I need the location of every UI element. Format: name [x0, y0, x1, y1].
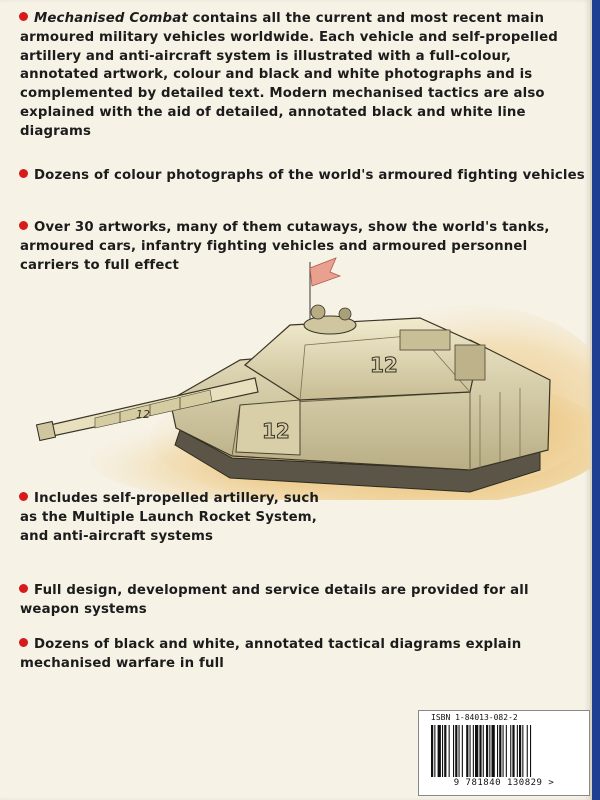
isbn-label: ISBN 1-84013-082-2: [431, 713, 518, 722]
red-bullet-icon: [19, 221, 28, 230]
bullet-tactical-diagrams: [20, 636, 585, 674]
isbn-barcode: [418, 710, 590, 796]
hull-marking: 12: [262, 419, 290, 443]
red-bullet-icon: [19, 584, 28, 593]
bullet-design-details: [20, 582, 585, 620]
ean-number: 9 781840 130829 >: [453, 778, 555, 788]
bullet-text: Includes self-propelled artillery, such as the Multiple Launch Rocket System, and anti-aircraft systems: [20, 491, 320, 544]
red-bullet-icon: [19, 169, 28, 178]
turret-marking: 12: [370, 353, 398, 377]
red-bullet-icon: [19, 638, 28, 647]
tank-illustration: [0, 250, 590, 500]
red-bullet-icon: [19, 12, 28, 21]
bullet-mechanised-combat: [20, 10, 585, 142]
svg-text:12: 12: [136, 408, 150, 421]
bullet-self-propelled-artillery: [20, 490, 340, 546]
bullet-text: Dozens of colour photographs of the world's armoured fighting vehicles: [34, 168, 585, 183]
bullet-text: contains all the current and most recent main armoured military vehicles worldwide. Each vehicle and self-propelled artillery and anti-aircraft system is illustrated with a full-colour, annotated artwork, colour and black and white photographs and is complemented by detailed text. Modern mechanised tactics are also explained with the aid of detailed, annotated black and white line diagrams: [20, 11, 558, 139]
bullet-colour-photographs: [20, 167, 585, 186]
bullet-text: Dozens of black and white, annotated tactical diagrams explain mechanised warfare in full: [20, 637, 522, 671]
barcode-icon: [429, 725, 579, 777]
book-title: Mechanised Combat: [34, 11, 188, 26]
red-bullet-icon: [19, 492, 28, 501]
bullet-text: Full design, development and service details are provided for all weapon systems: [20, 583, 529, 617]
bullet-text: Over 30 artworks, many of them cutaways, show the world's tanks, armoured cars, infantry fighting vehicles and armoured personnel carriers to full effect: [20, 220, 550, 273]
